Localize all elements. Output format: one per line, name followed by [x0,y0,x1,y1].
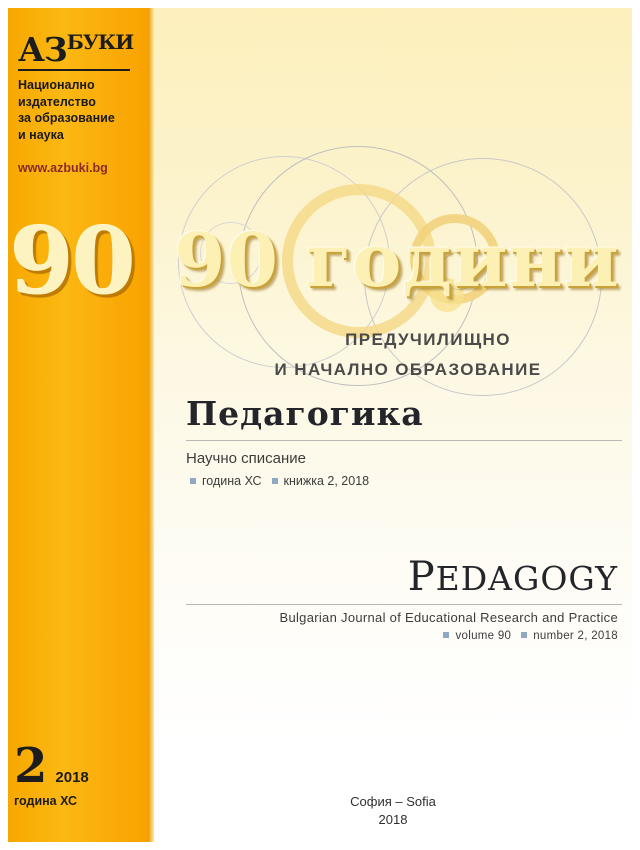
divider-top [186,440,622,441]
volume-en: volume 90 [455,630,512,642]
journal-title-bg: Педагогика [186,394,424,433]
spine-volume-label: година ХС [14,794,77,808]
publisher-name-line-3: за образование [18,111,115,125]
spine-issue-block [14,738,138,808]
cover-headline: 90 години [174,218,620,304]
publisher-name-line-1: Национално [18,78,95,92]
publisher-logo [18,32,142,175]
publisher-name [18,77,142,143]
publication-year: 2018 [378,812,408,827]
journal-kind-bg: Научно списание [186,450,306,467]
bullet-square-icon [521,632,527,638]
issue-line-bg [190,474,369,488]
publisher-logo-sup: БУКИ [66,30,134,54]
spine-anniversary-number: 90 [10,207,135,315]
publisher-website[interactable]: www.azbuki.bg [18,161,108,175]
cover-subtitle-line-2: И НАЧАЛНО ОБРАЗОВАНИЕ [274,360,542,379]
publisher-logo-main: АЗ [18,30,67,69]
journal-title-en-cap: P [407,554,436,600]
journal-title-en [408,554,618,600]
publisher-name-line-4: и наука [18,127,64,142]
journal-subtitle-en: Bulgarian Journal of Educational Research and Practice [279,610,618,625]
logo-divider [18,69,130,71]
publication-city: София – Sofia [350,794,436,809]
publisher-name-line-2: издателство [18,94,96,109]
bullet-square-icon [272,478,278,484]
issue-bg: книжка 2, 2018 [283,474,370,488]
journal-title-en-rest: EDAGOGY [435,559,618,598]
bullet-square-icon [443,632,449,638]
volume-bg: година ХС [202,474,262,488]
issue-en: number 2, 2018 [533,630,618,642]
bullet-square-icon [190,478,196,484]
issue-line-en [443,630,618,642]
divider-bottom [186,604,622,605]
spine-issue-number: 2 [14,738,48,794]
cover-subtitle-line-1: ПРЕДУЧИЛИЩНО [345,330,511,349]
spine-issue-year: 2018 [55,769,89,786]
publisher-logo-mark [18,30,142,69]
cover-front-panel [154,8,632,842]
